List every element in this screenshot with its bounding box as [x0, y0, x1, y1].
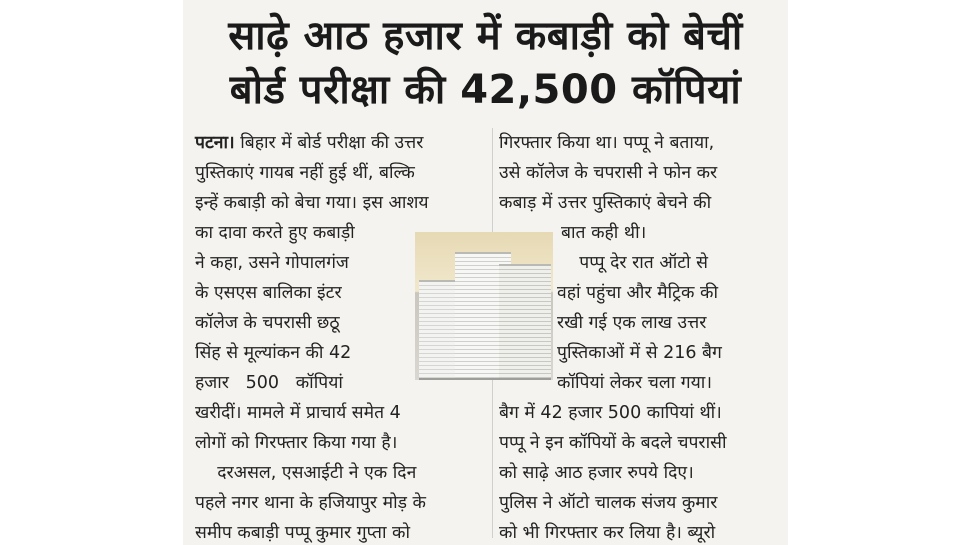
article-line: बैग में 42 हजार 500 कापियां थीं। [499, 403, 722, 423]
article-line: के एसएस बालिका इंटर [195, 283, 342, 303]
article-line: समीप कबाड़ी पप्पू कुमार गुप्ता को [195, 523, 411, 543]
article-line: को भी गिरफ्तार कर लिया है। ब्यूरो [499, 523, 716, 543]
article-line: पप्पू देर रात ऑटो से [557, 253, 708, 273]
article-line: इन्हें कबाड़ी को बेचा गया। इस आशय [195, 193, 429, 213]
article-line: पप्पू ने इन कॉपियों के बदले चपरासी [499, 433, 727, 453]
article-line: का दावा करते हुए कबाड़ी [195, 223, 355, 243]
paper-stack [499, 264, 551, 380]
article-line: कॉलेज के चपरासी छठू [195, 313, 340, 333]
answer-sheets-photo [415, 232, 553, 380]
article-line-text: बिहार में बोर्ड परीक्षा की उत्तर [234, 133, 424, 153]
article-line [195, 128, 485, 158]
article-line: पुस्तिकाओं में से 216 बैग [557, 343, 722, 363]
article-line: वहां पहुंचा और मैट्रिक की [557, 283, 718, 303]
article-line: को साढ़े आठ हजार रुपये दिए। [499, 463, 694, 483]
article-line: लोगों को गिरफ्तार किया गया है। [195, 433, 398, 453]
article-line: हजार 500 कॉपियां [195, 373, 343, 393]
newspaper-clipping [183, 0, 788, 545]
article-line: बात कही थी। [561, 223, 647, 243]
dateline: पटना। [195, 133, 235, 153]
article-line: खरीदीं। मामले में प्राचार्य समेत 4 [195, 403, 401, 423]
article-line: उसे कॉलेज के चपरासी ने फोन कर [499, 163, 718, 183]
article-line: दरअसल, एसआईटी ने एक दिन [195, 463, 417, 483]
article-line: ने कहा, उसने गोपालगंज [195, 253, 349, 273]
article-line: सिंह से मूल्यांकन की 42 [195, 343, 352, 363]
article-line: पुस्तिकाएं गायब नहीं हुई थीं, बल्कि [195, 163, 415, 183]
headline-line-2: बोर्ड परीक्षा की 42,500 कॉपियां [229, 67, 742, 113]
article-line: पुलिस ने ऑटो चालक संजय कुमार [499, 493, 718, 513]
headline-line-1: साढ़े आठ हजार में कबाड़ी को बेचीं [228, 13, 743, 59]
article-line: पहले नगर थाना के हजियापुर मोड़ के [195, 493, 426, 513]
article-line: कॉपियां लेकर चला गया। [557, 373, 712, 393]
article-line: रखी गई एक लाख उत्तर [557, 313, 707, 333]
article-line: कबाड़ में उत्तर पुस्तिकाएं बेचने की [499, 193, 712, 213]
article-line: गिरफ्तार किया था। पप्पू ने बताया, [499, 133, 715, 153]
